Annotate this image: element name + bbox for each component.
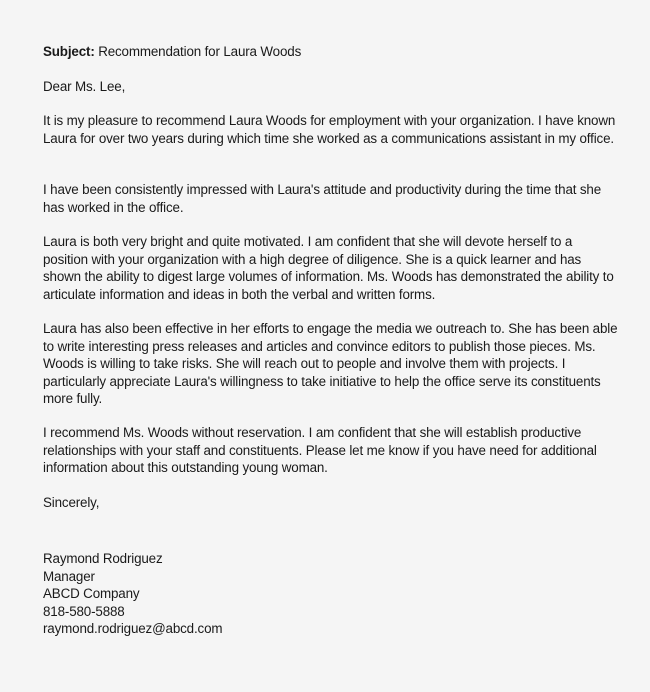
subject-label: Subject: xyxy=(43,44,95,59)
subject-line xyxy=(43,43,301,61)
body-paragraph-5: I recommend Ms. Woods without reservation. I am confident that she will establish productive relationships with your staff and constituents. Please let me know if you have need for additional information about this outstanding young woman. xyxy=(43,425,597,476)
signature-title: Manager xyxy=(43,568,95,584)
body-paragraph-4: Laura has also been effective in her efforts to engage the media we outreach to. She has been able to write interesting press releases and articles and convince editors to publish those pieces. Ms. Woods is willing to take risks. She will reach out to people and involve them with projects. I particularly appreciate Laura's willingness to take initiative to help the office serve its constituents more fully. xyxy=(43,321,618,407)
closing: Sincerely, xyxy=(43,495,100,510)
body-paragraph-1: It is my pleasure to recommend Laura Woods for employment with your organization. I have known Laura for over two years during which time she worked as a communications assistant in my office. xyxy=(43,113,616,146)
signature-phone: 818-580-5888 xyxy=(43,603,125,619)
salutation: Dear Ms. Lee, xyxy=(43,79,126,94)
body-paragraph-2: I have been consistently impressed with Laura's attitude and productivity during the time that she has worked in the office. xyxy=(43,182,602,215)
subject-text: Recommendation for Laura Woods xyxy=(94,44,302,59)
signature-block xyxy=(43,550,222,638)
signature-name: Raymond Rodriguez xyxy=(43,551,163,566)
body-paragraph-3: Laura is both very bright and quite motivated. I am confident that she will devote herself to a position with your organization with a high degree of diligence. She is a quick learner and has shown the ability to digest large volumes of information. Ms. Woods has demonstrated the ability to articulate information and ideas in both the verbal and written forms. xyxy=(43,234,614,302)
signature-company: ABCD Company xyxy=(43,586,140,602)
signature-email: raymond.rodriguez@abcd.com xyxy=(43,621,223,637)
